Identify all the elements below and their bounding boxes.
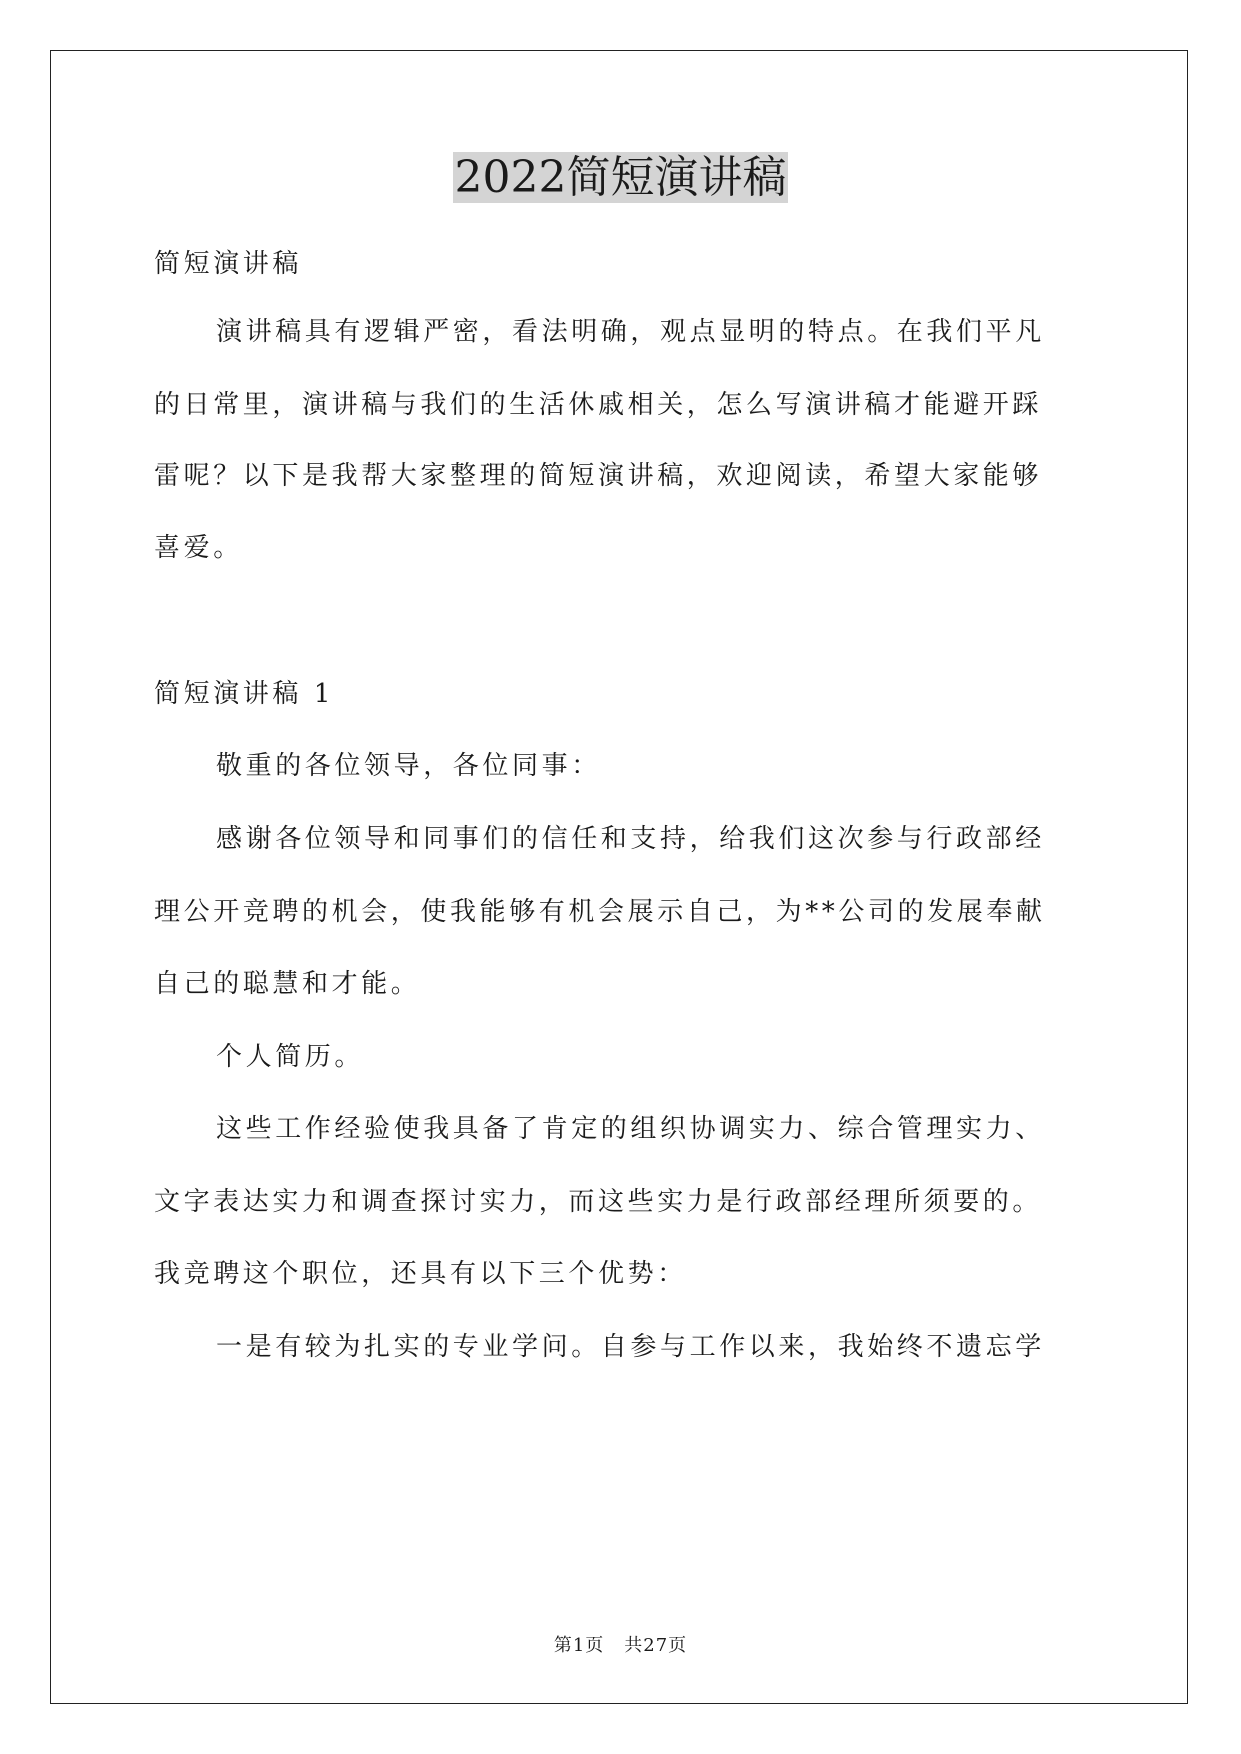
footer-page-suffix: 页 — [585, 1635, 605, 1656]
footer-total-prefix: 共 — [624, 1635, 644, 1656]
section-heading: 简短演讲稿 1 — [154, 679, 335, 709]
footer-page-prefix: 第 — [553, 1635, 573, 1656]
para4: 一是有较为扎实的专业学问。自参与工作以来，我始终不遗忘学 — [216, 1332, 1045, 1362]
greeting: 敬重的各位领导，各位同事： — [216, 751, 601, 781]
footer-page-number: 1 — [572, 1635, 586, 1656]
para1-line-2: 理公开竞聘的机会，使我能够有机会展示自己，为**公司的发展奉献 — [154, 897, 1046, 927]
page-border — [50, 50, 1188, 1704]
footer-total-suffix: 页 — [668, 1635, 688, 1656]
intro-line-4: 喜爱。 — [154, 533, 243, 563]
para2: 个人简历。 — [216, 1042, 365, 1072]
document-title — [0, 150, 1241, 206]
para3-line-1: 这些工作经验使我具备了肯定的组织协调实力、综合管理实力、 — [216, 1114, 1045, 1144]
intro-line-2: 的日常里，演讲稿与我们的生活休戚相关，怎么写演讲稿才能避开踩 — [154, 390, 1043, 420]
para1-line-1: 感谢各位领导和同事们的信任和支持，给我们这次参与行政部经 — [216, 824, 1045, 854]
page-footer — [0, 1631, 1241, 1657]
para1-line-3: 自己的聪慧和才能。 — [154, 969, 421, 999]
document-title-text: 2022简短演讲稿 — [454, 152, 787, 203]
intro-line-3: 雷呢？以下是我帮大家整理的简短演讲稿，欢迎阅读，希望大家能够 — [154, 461, 1043, 491]
document-subtitle: 简短演讲稿 — [154, 249, 303, 279]
para3-line-3: 我竞聘这个职位，还具有以下三个优势： — [154, 1259, 687, 1289]
footer-total-pages: 27 — [643, 1635, 669, 1656]
intro-line-1: 演讲稿具有逻辑严密，看法明确，观点显明的特点。在我们平凡 — [216, 317, 1045, 347]
para3-line-2: 文字表达实力和调查探讨实力，而这些实力是行政部经理所须要的。 — [154, 1187, 1043, 1217]
